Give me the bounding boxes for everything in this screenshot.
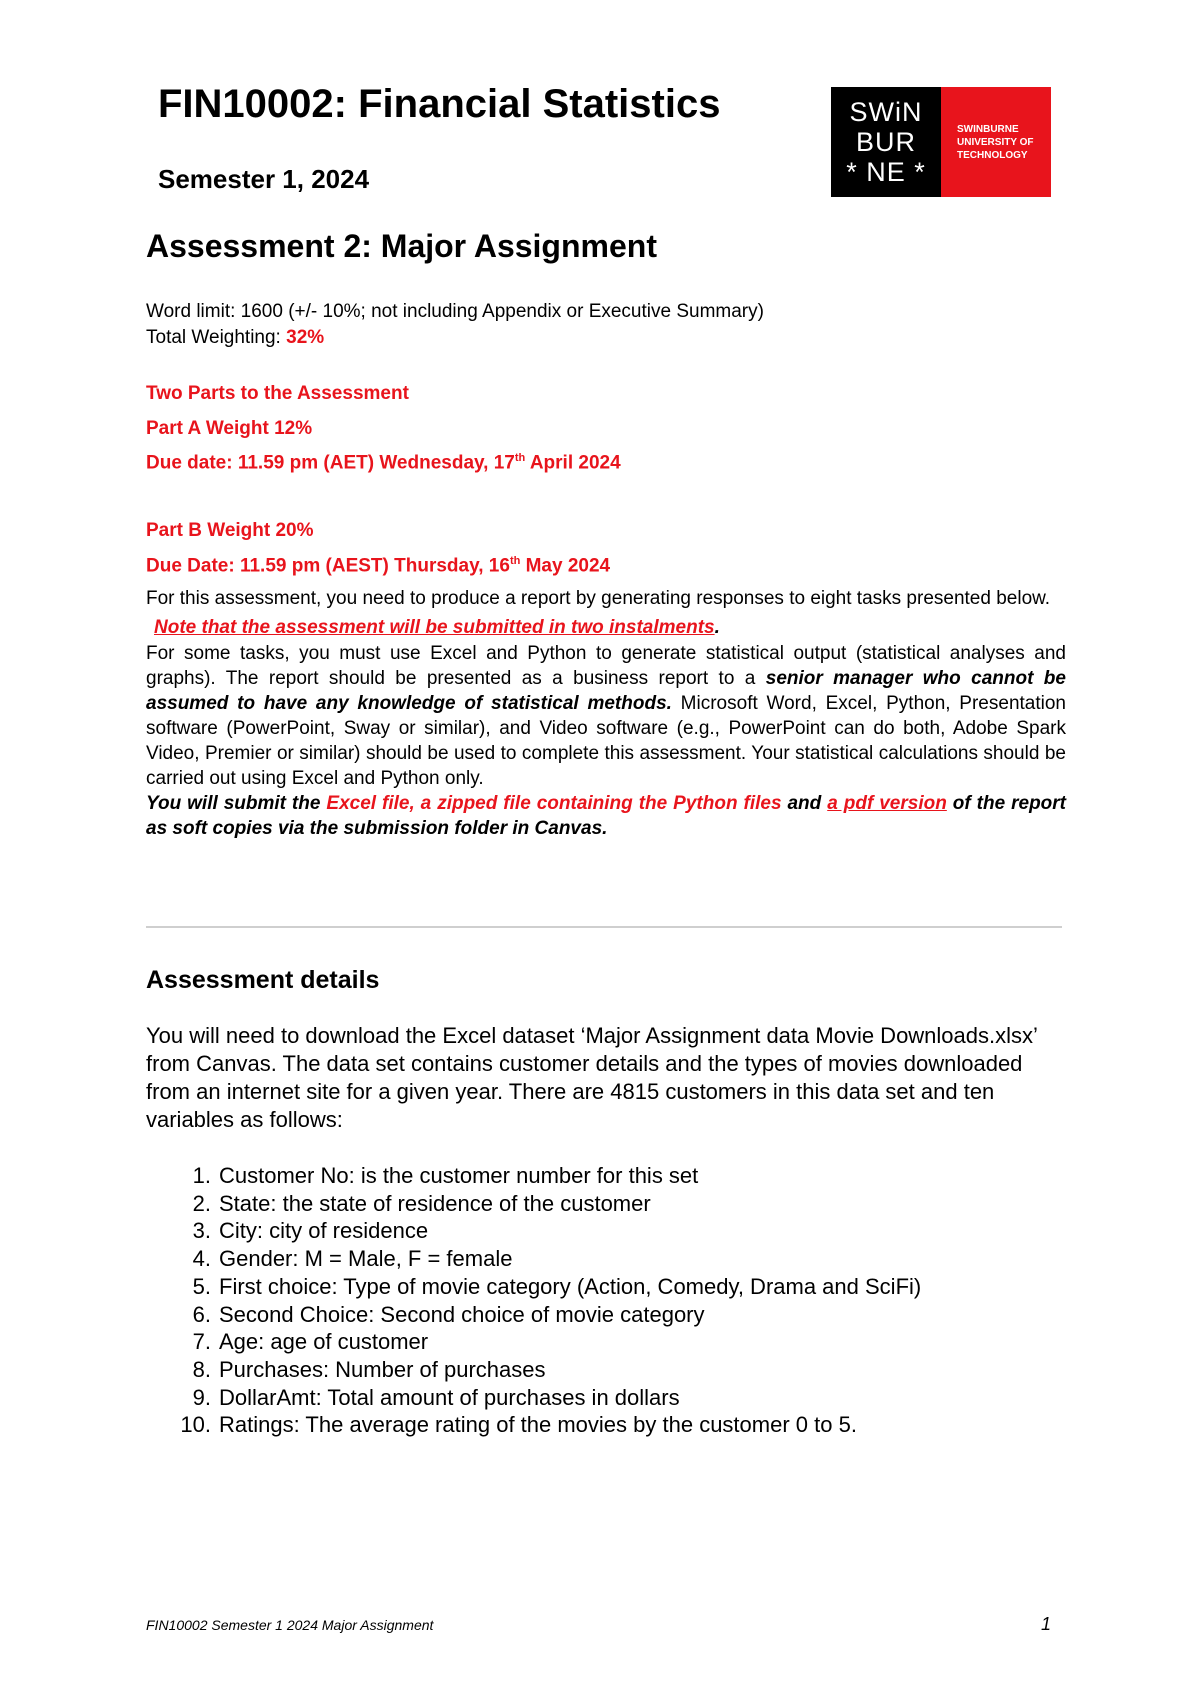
tasks-paragraph: For some tasks, you must use Excel and Python to generate statistical output (statistical analyses and graphs). The report should be presented as a business report to a senior manager who cannot be assumed to have any knowledge of statistical methods. Microsoft Word, Excel, Python, Presentation software (PowerPoint, Sway or similar), and Video software (e.g., PowerPoint can do both, Adobe Spark Video, Premier or similar) should be used to complete this assessment. Your statistical calculations should be carried out using Excel and Python only. (146, 643, 1066, 789)
total-weighting: Total Weighting: 32% (146, 327, 325, 348)
semester-label: Semester 1, 2024 (158, 164, 370, 194)
list-item: 10. Ratings: The average rating of the movies by the customer 0 to 5. (180, 1412, 857, 1438)
part-b-due-date: Due Date: 11.59 pm (AEST) Thursday, 16th May 2024 (146, 555, 611, 577)
list-item: 5. First choice: Type of movie category (Action, Comedy, Drama and SciFi) (192, 1273, 922, 1299)
course-title: FIN10002: Financial Statistics (158, 82, 721, 126)
intro-paragraph: For this assessment, you need to produce a report by generating responses to eight tasks presented below. (146, 588, 1051, 609)
assessment-body (146, 586, 1066, 841)
details-paragraph: You will need to download the Excel dataset ‘Major Assignment data Movie Downloads.xlsx’ from Canvas. The data set contains customer details and the types of movies downloaded from an internet site for a given year. There are 4815 customers in this data set and ten variables as follows: (146, 1023, 1038, 1132)
instalments-note: Note that the assessment will be submitted in two instalments. (154, 617, 720, 638)
section-divider (146, 926, 1062, 928)
list-item: 8. Purchases: Number of purchases (192, 1356, 546, 1382)
list-item: 6. Second Choice: Second choice of movie category (192, 1301, 705, 1327)
word-limit: Word limit: 1600 (+/- 10%; not including Appendix or Executive Summary) (146, 301, 764, 322)
variables-list (146, 1162, 921, 1439)
list-item: 7. Age: age of customer (192, 1329, 429, 1355)
list-item: 9. DollarAmt: Total amount of purchases in dollars (192, 1384, 680, 1410)
part-a-weight: Part A Weight 12% (146, 418, 313, 439)
weighting-value: 32% (286, 327, 325, 348)
footer-text: FIN10002 Semester 1 2024 Major Assignment (146, 1617, 434, 1633)
assessment-title: Assessment 2: Major Assignment (146, 228, 657, 264)
list-item: 1. Customer No: is the customer number for this set (192, 1163, 699, 1188)
logo-wordmark: SWiN BUR * NE * (831, 87, 941, 197)
list-item: 4. Gender: M = Male, F = female (192, 1246, 513, 1272)
parts-heading: Two Parts to the Assessment (146, 383, 409, 404)
details-heading: Assessment details (146, 966, 380, 994)
logo-subtitle: SWINBURNE UNIVERSITY OF TECHNOLOGY (941, 87, 1051, 197)
list-item: 2. State: the state of residence of the customer (192, 1190, 651, 1216)
page-number: 1 (1041, 1614, 1052, 1634)
submission-paragraph: You will submit the Excel file, a zipped file containing the Python files and a pdf version of the report as soft copies via the submission folder in Canvas. (146, 793, 1067, 839)
swinburne-logo (831, 87, 1051, 197)
part-b-weight: Part B Weight 20% (146, 520, 314, 541)
part-a-due-date: Due date: 11.59 pm (AET) Wednesday, 17th April 2024 (146, 452, 621, 474)
list-item: 3. City: city of residence (192, 1218, 429, 1244)
